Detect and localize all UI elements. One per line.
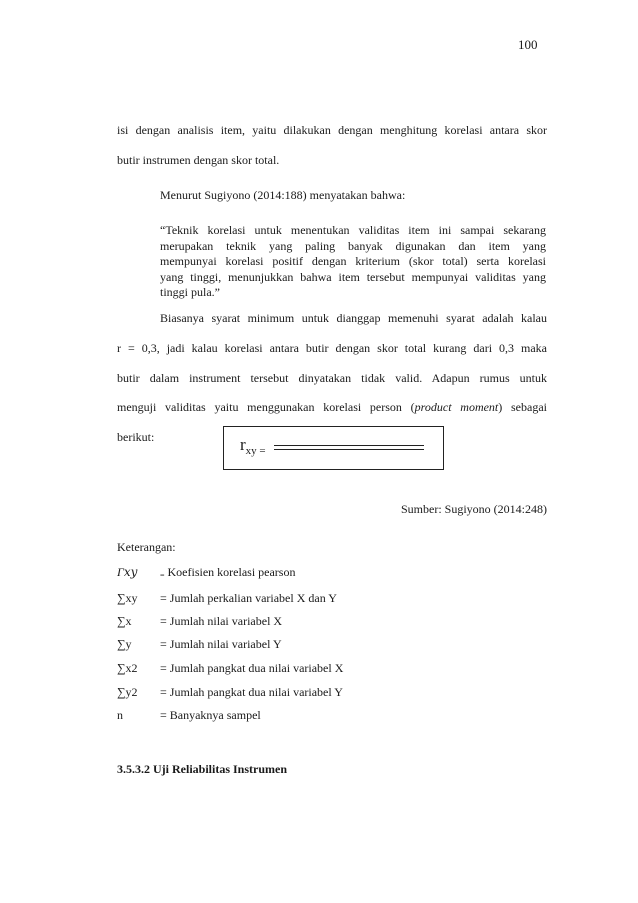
paragraph-line [117,400,547,415]
legend-desc: = Jumlah perkalian variabel X dan Y [160,591,337,605]
formula-variable [240,435,266,457]
paragraph-line: isi dengan analisis item, yaitu dilakukan dengan menghitung korelasi antara skor [117,123,547,137]
formula-subscript: xy = [245,445,266,457]
page-number: 100 [518,37,538,52]
paragraph-line: berikut: [117,430,155,444]
legend-symbol: ∑x2 [117,661,138,675]
legend-desc: = Jumlah nilai variabel X [160,614,283,628]
legend-desc [160,565,295,580]
text-segment: ) sebagai [498,400,547,414]
quote-line: “Teknik korelasi untuk menentukan validitas item ini sampai sekarang [160,223,546,237]
quote-line: tinggi pula.” [160,285,220,300]
equals-sign: = [160,571,165,580]
formula-r: r [240,435,246,454]
intro-text: Menurut Sugiyono (2014:188) menyatakan bahwa: [160,188,406,202]
section-heading: 3.5.3.2 Uji Reliabilitas Instrumen [117,762,288,776]
paragraph-line: Biasanya syarat minimum untuk dianggap memenuhi syarat adalah kalau [160,311,547,325]
paragraph-line: r = 0,3, jadi kalau korelasi antara butir dengan skor total kurang dari 0,3 maka [117,341,547,355]
source-citation: Sumber: Sugiyono (2014:248) [401,502,547,516]
paragraph-line: butir instrumen dengan skor total. [117,153,280,167]
legend-desc: = Jumlah pangkat dua nilai variabel Y [160,685,343,699]
italic-term: product moment [414,400,499,414]
text-segment: menguji validitas yaitu menggunakan korelasi person ( [117,400,415,414]
legend-desc: = Jumlah pangkat dua nilai variabel X [160,661,344,675]
formula-box [223,426,444,470]
quote-line: yang tinggi, menunjukkan bahwa item tersebut mempunyai validitas yang [160,269,546,284]
legend-symbol: n [117,708,123,722]
legend-symbol: ∑y [117,637,132,651]
legend-desc-text: Koefisien korelasi pearson [167,565,296,579]
block-quote [160,223,546,301]
quote-line: merupakan teknik yang paling banyak digunakan dan item yang [160,238,546,253]
legend-symbol: ∑x [117,614,132,628]
legend-desc: = Jumlah nilai variabel Y [160,637,282,651]
quote-line: mempunyai korelasi positif dengan kriterium (skor total) serta korelasi [160,254,546,269]
legend-desc: = Banyaknya sampel [160,708,261,722]
keterangan-title: Keterangan: [117,540,176,554]
legend-symbol: Γ𝑥𝑦 [117,565,138,579]
legend-symbol: ∑xy [117,591,138,605]
paragraph-line: butir dalam instrument tersebut dinyatakan tidak valid. Adapun rumus untuk [117,371,547,385]
fraction-bar [274,445,424,450]
legend-symbol: ∑y2 [117,685,138,699]
